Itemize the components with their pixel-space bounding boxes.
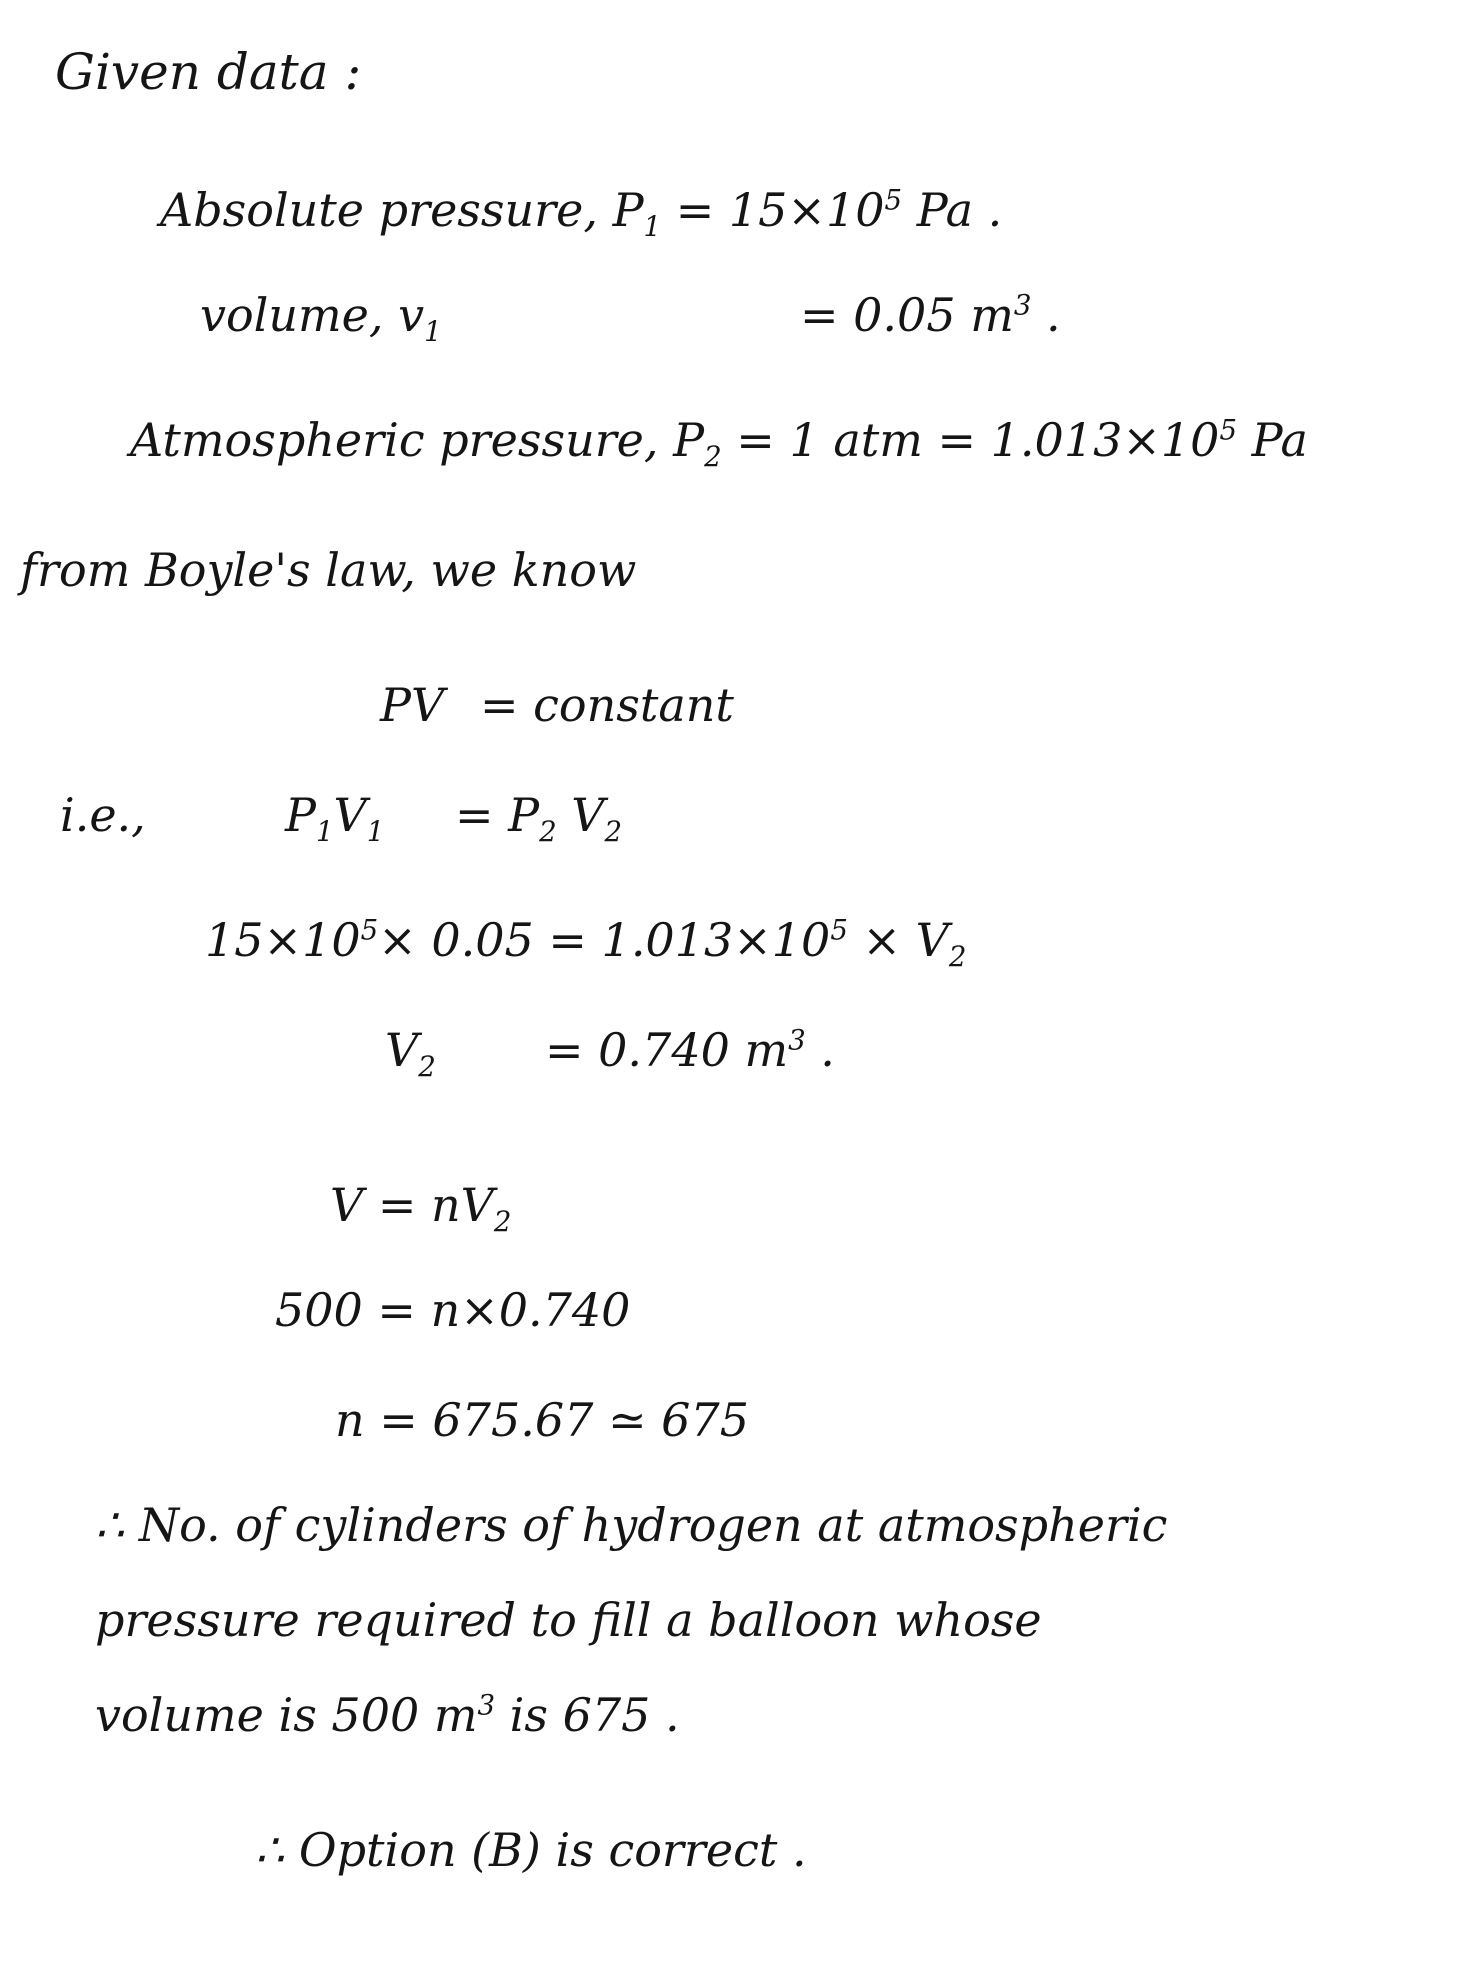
p1v1-sub1: 1 [315, 815, 334, 849]
total-volume-a: V = nV [330, 1178, 494, 1232]
conclusion-line-3-exp: 3 [477, 1688, 496, 1722]
atmospheric-pressure-unit: Pa [1237, 413, 1308, 467]
p1v1-v: V [333, 788, 367, 842]
volume-end: . [1031, 288, 1061, 342]
substitution-line [205, 913, 967, 974]
conclusion-line-1: ∴ No. of cylinders of hydrogen at atmospheric [95, 1498, 1168, 1552]
substitution-a: 15×10 [205, 913, 361, 967]
p2v2-equals: = P [455, 788, 540, 842]
v2-value-line [545, 1025, 835, 1076]
volume-value-line [800, 290, 1061, 341]
volume-exponent: 3 [1013, 288, 1032, 322]
p2v2-v: V [556, 788, 605, 842]
v2-value: = 0.740 m [545, 1023, 789, 1077]
count-substitution: 500 = n×0.740 [275, 1283, 631, 1337]
final-answer: ∴ Option (B) is correct . [255, 1823, 807, 1877]
conclusion-line-2: pressure required to fill a balloon whose [95, 1593, 1042, 1647]
atmospheric-pressure-line [130, 413, 1308, 474]
absolute-pressure-exponent: 5 [884, 183, 903, 217]
v2-end: . [805, 1023, 835, 1077]
total-volume-sub: 2 [493, 1205, 512, 1239]
p1v1-sub2: 1 [366, 815, 385, 849]
atmospheric-pressure-exponent: 5 [1219, 413, 1237, 447]
absolute-pressure-equals: = 15×10 [661, 183, 885, 237]
p2-subscript: 2 [704, 440, 722, 474]
p1v1-expression [285, 788, 385, 849]
absolute-pressure-line [160, 183, 1003, 244]
p1-subscript: 1 [643, 210, 662, 244]
p2v2-sub2: 2 [604, 815, 623, 849]
pv-rhs: = constant [480, 678, 734, 732]
absolute-pressure-label: Absolute pressure, P [160, 183, 644, 237]
boyle-intro: from Boyle's law, we know [20, 543, 637, 597]
substitution-c: × V [847, 913, 949, 967]
v2-exponent: 3 [788, 1023, 806, 1057]
volume-label: volume, v [200, 288, 425, 342]
conclusion-line-3-b: is 675 . [495, 1688, 680, 1742]
substitution-b-exp: 5 [830, 913, 848, 947]
p2v2-sub1: 2 [539, 815, 557, 849]
substitution-b: × 0.05 = 1.013×10 [378, 913, 831, 967]
pv-lhs: PV [380, 678, 445, 732]
conclusion-line-3-a: volume is 500 m [95, 1688, 478, 1742]
substitution-a-exp: 5 [360, 913, 379, 947]
volume-label-line [200, 288, 442, 349]
count-result: n = 675.67 ≃ 675 [335, 1393, 749, 1447]
p2v2-expression [455, 788, 623, 849]
substitution-c-sub: 2 [948, 940, 967, 974]
volume-value: = 0.05 m [800, 288, 1014, 342]
absolute-pressure-unit: Pa . [902, 183, 1003, 237]
heading: Given data : [55, 43, 362, 101]
ie-label: i.e., [60, 788, 146, 842]
v2-label-line [385, 1023, 436, 1084]
p1v1-p: P [285, 788, 316, 842]
v2-sub: 2 [418, 1050, 436, 1084]
atmospheric-pressure-label: Atmospheric pressure, P [130, 413, 705, 467]
total-volume-equation [330, 1178, 512, 1239]
v1-subscript: 1 [424, 315, 442, 349]
atmospheric-pressure-equals: = 1 atm = 1.013×10 [721, 413, 1220, 467]
v2-label: V [385, 1023, 419, 1077]
conclusion-line-3 [95, 1690, 680, 1741]
